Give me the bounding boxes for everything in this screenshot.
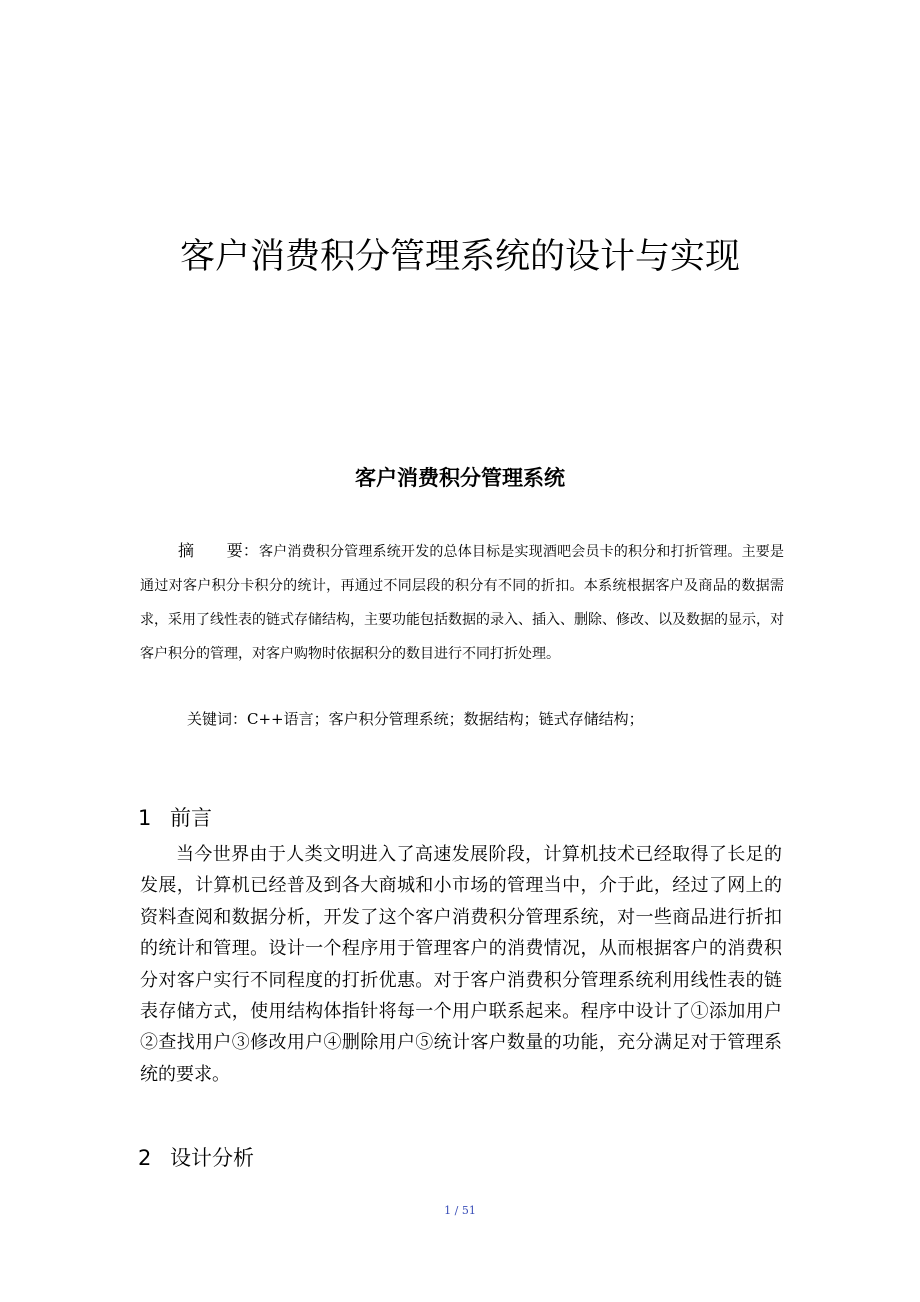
section-title: 前言 xyxy=(170,806,212,830)
section-heading-design-analysis xyxy=(138,1143,254,1173)
section-title: 设计分析 xyxy=(170,1146,254,1170)
document-title: 客户消费积分管理系统的设计与实现 xyxy=(179,237,740,277)
abstract xyxy=(140,534,784,671)
section-number: 1 xyxy=(138,806,152,830)
keywords-label: 关键词： xyxy=(187,710,248,728)
abstract-text: 客户消费积分管理系统开发的总体目标是实现酒吧会员卡的积分和打折管理。主要是通过对客户积分卡积分的统计，再通过不同层段的积分有不同的折扣。本系统根据客户及商品的数据需求，采用了线性表的链式存储结构，主要功能包括数据的录入、插入、删除、修改、以及数据的显示，对客户积分的管理，对客户购物时依据积分的数目进行不同打折处理。 xyxy=(140,544,784,662)
page-number: 1 / 51 xyxy=(444,1204,476,1217)
keywords-text: C++语言；客户积分管理系统；数据结构；链式存储结构； xyxy=(247,710,644,728)
section-number: 2 xyxy=(138,1146,152,1170)
abstract-label: 摘 要： xyxy=(178,541,259,560)
introduction-paragraph: 当今世界由于人类文明进入了高速发展阶段，计算机技术已经取得了长足的发展，计算机已经普及到各大商城和小市场的管理当中，介于此，经过了网上的 资料查阅和数据分析，开发了这个客户消费积分管理系统，对一些商品进行折扣的统计和管理。设计一个程序用于管理客户的消费情况，从而根据客户的消费积分对客户实行不同程度的打折优惠。对于客户消费积分管理系统利用线性表的链表存储方式，使用结构体指针将每一个用户联系起来。程序中设计了①添加用户②查找用户③修改用户④删除用户⑤统计客户数量的功能，充分满足对于管理系统的要求。 xyxy=(140,844,782,1085)
section-heading-introduction xyxy=(138,803,212,833)
system-title: 客户消费积分管理系统 xyxy=(355,466,565,490)
keywords xyxy=(187,702,644,736)
